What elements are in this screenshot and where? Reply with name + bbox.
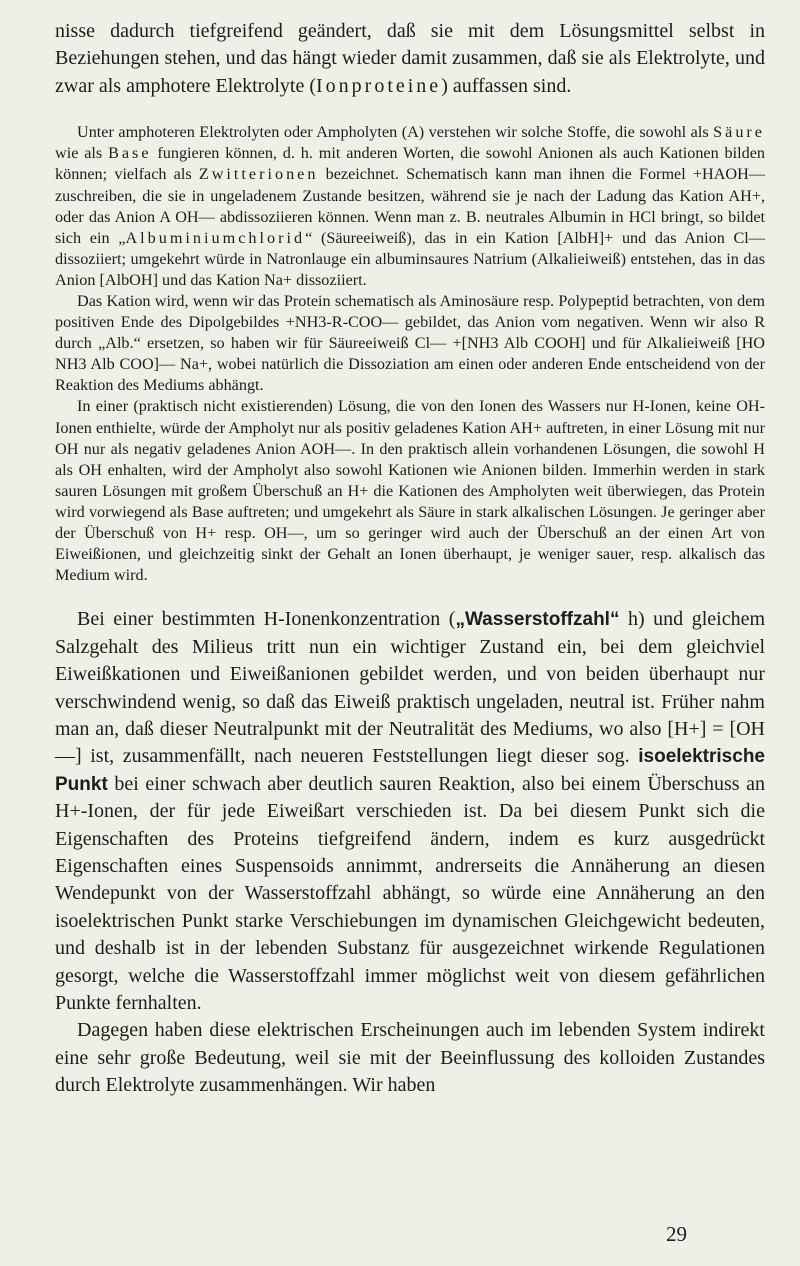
closing-paragraph: Dagegen haben diese elektrischen Erscheinungen auch im lebenden System indirekt eine sehr große Bedeutung, weil sie mit der Beeinflussung des kolloiden Zustandes durch Elektrolyte zusammenhängen. Wir haben <box>55 1019 765 1097</box>
term-base: Base <box>108 144 152 163</box>
term-zwitterionen: Zwitterionen <box>198 165 319 184</box>
intro-text-end: ) auffassen sind. <box>441 74 572 97</box>
ampholyte-definition-paragraph <box>55 122 765 291</box>
page-number: 29 <box>666 1222 687 1246</box>
term-saeure: Säure <box>713 123 765 142</box>
text-run: wie als <box>55 144 109 163</box>
page-body <box>55 18 765 1100</box>
term-wasserstoffzahl: „Wasserstoffzahl“ <box>455 609 620 631</box>
text-run: fungieren können, d. h. mit anderen Worten, die sowohl Anionen als auch Kationen bilden können; vielfach als <box>55 144 765 184</box>
text-run: h) und gleichem Salzgehalt des Milieus tritt nun ein wichtiger Zustand ein, bei dem gleichviel Eiweißkationen und Eiweißanionen gebildet werden, und von beiden überhaupt nur verschwindend wenig, so daß das Eiweiß praktisch ungeladen, neutral ist. Früher nahm man an, daß dieser Neutralpunkt mit der Neutralität des Mediums, wo also [H+] = [OH—] ist, zusammenfällt, nach neueren Feststellungen liegt dieser sog. <box>55 608 766 768</box>
isoelectric-paragraph <box>55 606 765 1017</box>
text-run: Unter amphoteren Elektrolyten oder Ampholyten (A) verstehen wir solche Stoffe, die sowohl als <box>77 123 714 142</box>
text-run: bei einer schwach aber deutlich sauren Reaktion, also bei einem Überschuss an H+-Ionen, der für jede Eiweißart verschieden ist. Da bei diesem Punkt sich die Eigenschaften des Proteins tiefgreifend ändern, indem es kurz ausgedrückt Eigenschaften eines Suspensoids annimmt, andrerseits die Annäherung an diesen Wendepunkt von der Wasserstoffzahl abhängt, so würde eine Annäherung an den isoelektrischen Punkt starke Verschiebungen im dynamischen Gleichgewicht bedeuten, und deshalb ist in der lebenden Substanz für ausgezeichnet wirkende Regulationen gesorgt, welche die Wasserstoffzahl immer möglichst weit von diesem gefährlichen Punkte fernhalten. <box>55 772 765 1014</box>
dipol-paragraph: Das Kation wird, wenn wir das Protein schematisch als Aminosäure resp. Polypeptid betrachten, von dem positiven Ende des Dipolgebildes +NH3-R-COO— gebildet, das Anion vom negativen. Wenn wir also R durch „Alb.“ ersetzen, so haben wir für Säureeiweiß Cl— +[NH3 Alb COOH] und für Alkalieiweiß [HO NH3 Alb COO]— Na+, wobei natürlich die Dissoziation am einen oder anderen Ende entscheidend von der Reaktion des Mediums abhängt. <box>55 291 765 395</box>
term-albuminiumchlorid: Albuminiumchlorid <box>125 228 306 247</box>
ionen-paragraph: In einer (praktisch nicht existierenden) Lösung, die von den Ionen des Wassers nur H-Ionen, keine OH-Ionen enthielte, würde der Ampholyt nur als positiv geladenes Kation AH+ auftreten, in einer Lösung mit nur OH nur als negativ geladenes Anion AOH—. In den praktisch allein vorhandenen Lösungen, die sowohl H als OH enhalten, wird der Ampholyt also sowohl Kationen wie Anionen bilden. Immerhin werden in stark sauren Lösungen mit großem Überschuß an H+ die Kationen des Ampholyten weit überwiegen, das Protein wird vorwiegend als Base auftreten; und umgekehrt als Säure in stark alkalischen Lösungen. Je geringer aber der Überschuß von H+ resp. OH—, um so geringer wird auch der Überschuß an der einen Art von Eiweißionen, und gleichzeitig sinkt der Gehalt an Ionen überhaupt, je weniger sauer, resp. alkalisch das Medium wird. <box>55 397 765 585</box>
text-run: bezeichnet. Schematisch kann man ihnen die Formel +HAOH— zuschreiben, die sie in ungeladenem Zustande besitzen, während sie je nach der Ladung das Kation AH+, oder das Anion A OH— abdissoziieren können. Wenn man z. B. neutrales Albumin in HCl bringt, so bildet sich ein „ <box>55 165 765 247</box>
text-run: “ (Säureeiweiß), das in ein Kation [AlbH]+ und das Anion Cl— dissoziiert; umgekehrt würde in Natronlauge ein albuminsaures Natrium (Alkalieiweiß) entstehen, das in das Anion [AlbOH] und das Kation Na+ dissoziiert. <box>55 228 765 289</box>
intro-text: nisse dadurch tiefgreifend geändert, daß sie mit dem Lösungsmittel selbst in Beziehungen stehen, und das hängt wieder damit zusammen, daß sie als Elektrolyte, und zwar als amphotere Elektrolyte ( <box>55 20 765 97</box>
term-isoelektrischer-punkt: isoelektrische Punkt <box>55 746 765 795</box>
text-run: Bei einer bestimmten H-Ionenkonzentration ( <box>77 608 456 631</box>
ionproteine-term: Ionproteine <box>316 74 442 97</box>
intro-paragraph <box>55 18 765 100</box>
